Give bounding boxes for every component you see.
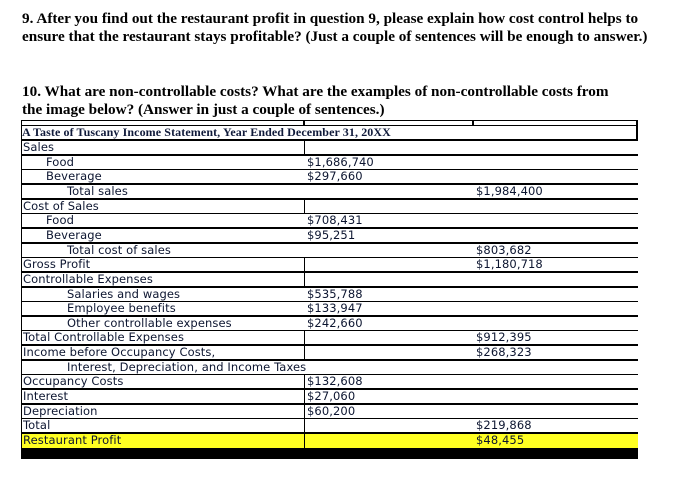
row-amount: $133,947 [305,302,474,315]
question-10 [22,83,662,119]
row-total: $803,682 [474,244,638,257]
row-total: $1,984,400 [474,185,638,198]
row-label: Beverage [22,229,327,242]
question-10-line1: 10. What are non-controllable costs? What are the examples of non-controllable costs from [22,83,609,100]
table-row [21,213,638,227]
row-total [474,200,638,213]
row-label: Other controllable expenses [22,317,348,330]
row-label: Total sales [22,185,348,198]
row-amount [305,346,474,359]
row-label: Gross Profit [22,258,304,271]
row-total: $268,323 [474,346,638,359]
row-amount [305,331,474,344]
statement-title: A Taste of Tuscany Income Statement, Year Ended December 31, 20XX [22,126,636,139]
row-total [474,141,638,154]
row-total: $912,395 [474,331,638,344]
question-9: 9. After you find out the restaurant profit in question 9, please explain how cost control helps to ensure that the restaurant stays profitable? (Just a couple of sentences will be enough to answer.) [22,10,648,45]
table-row [21,243,638,257]
row-total: $1,180,718 [474,258,638,271]
row-label: Controllable Expenses [22,273,304,286]
row-label: Employee benefits [22,302,348,315]
row-label: Total Controllable Expenses [22,331,304,344]
row-amount: $1,686,740 [305,156,474,169]
row-amount: $95,251 [305,229,474,242]
row-label: Salaries and wages [22,288,348,301]
row-total [474,214,638,227]
row-total [474,170,638,183]
row-amount: $708,431 [305,214,474,227]
statement-title-row [21,125,638,139]
row-amount: $242,660 [305,317,474,330]
row-amount [305,273,474,286]
table-row [21,301,638,315]
row-total: $219,868 [474,419,638,432]
row-label: Depreciation [22,405,304,418]
row-amount [305,141,474,154]
row-total [474,405,638,418]
row-amount [305,185,474,198]
row-amount: $132,608 [305,375,474,388]
row-amount: $27,060 [305,390,474,403]
row-label: Income before Occupancy Costs, [22,346,304,359]
row-total [474,229,638,242]
table-row [21,345,638,359]
row-total: $48,455 [474,434,638,448]
table-row [21,199,638,213]
row-amount [305,258,474,271]
table-row [21,360,638,374]
table-row [21,418,638,432]
row-label: Restaurant Profit [22,434,304,448]
row-label: Interest, Depreciation, and Income Taxes [22,361,638,374]
row-amount: $297,660 [305,170,474,183]
row-amount [305,244,474,257]
row-amount [305,200,474,213]
question-10-line2: the image below? (Answer in just a couple of sentences.) [22,101,385,118]
row-label: Beverage [22,170,327,183]
row-total [474,302,638,315]
table-row [21,184,638,198]
row-label: Food [22,214,327,227]
row-total [474,288,638,301]
row-total [474,156,638,169]
row-label: Occupancy Costs [22,375,304,388]
table-row [21,140,638,154]
row-total [474,390,638,403]
table-row [21,169,638,183]
row-label: Food [22,156,327,169]
row-label: Interest [22,390,304,403]
row-label: Total [22,419,304,432]
table-row [21,272,638,286]
row-amount [305,434,474,448]
income-statement-table [21,120,638,459]
table-row [21,257,638,271]
row-total [474,273,638,286]
table-row [21,228,638,242]
table-row [21,316,638,330]
table-row [21,374,638,388]
table-row [21,389,638,403]
table-row [21,404,638,418]
row-label: Cost of Sales [22,200,304,213]
row-label: Total cost of sales [22,244,348,257]
row-label: Sales [22,141,304,154]
row-amount: $535,788 [305,288,474,301]
table-row [21,330,638,344]
restaurant-profit-row [21,433,638,449]
row-total [474,375,638,388]
table-row [21,287,638,301]
row-total [474,317,638,330]
row-amount: $60,200 [305,405,474,418]
table-row [21,155,638,169]
row-amount [305,419,474,432]
